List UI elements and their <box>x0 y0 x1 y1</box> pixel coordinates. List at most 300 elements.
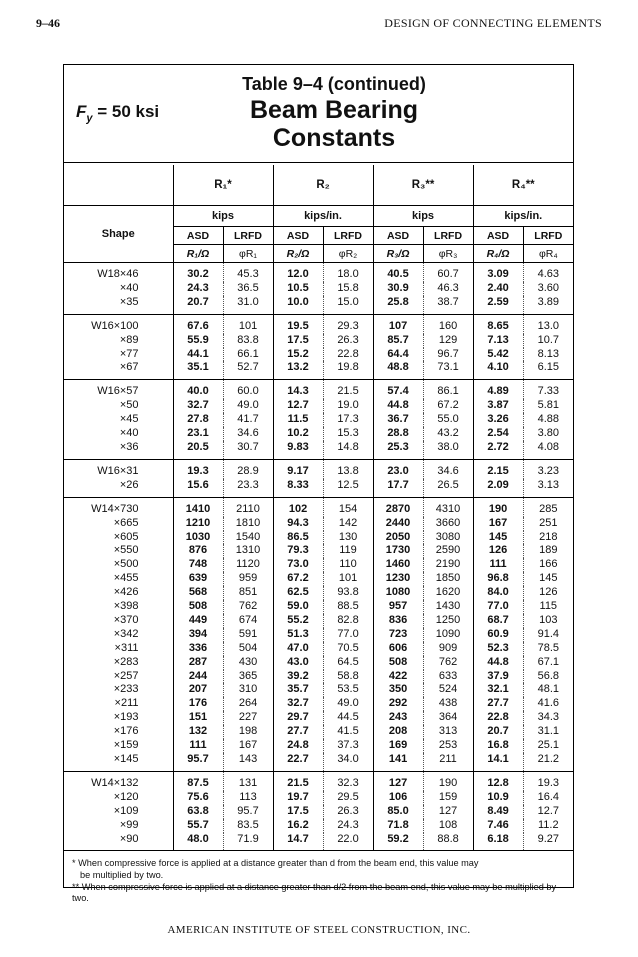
asd-value-cell: 39.2 <box>273 670 323 684</box>
shape-cell: ×35 <box>64 296 173 314</box>
lrfd-value-cell: 2590 <box>423 544 473 558</box>
unit-r2: kips/in. <box>273 206 373 227</box>
fy-value: = 50 ksi <box>92 102 160 121</box>
shape-cell: ×40 <box>119 427 139 440</box>
lrfd-value-cell: 28.9 <box>223 459 273 478</box>
asd-value-cell: 21.5 <box>273 771 323 790</box>
asd-value-cell: 243 <box>373 711 423 725</box>
method-lrfd-r4: LRFD <box>523 227 573 245</box>
lrfd-value-cell: 310 <box>223 683 273 697</box>
asd-value-cell: 57.4 <box>373 380 423 399</box>
formula-r2-lrfd: φR₂ <box>323 245 373 263</box>
asd-value-cell: 24.3 <box>173 282 223 296</box>
asd-value-cell: 1030 <box>173 531 223 545</box>
asd-value-cell: 10.2 <box>273 427 323 441</box>
shape-cell: W14×132 <box>91 776 139 789</box>
shape-cell: ×89 <box>119 333 139 346</box>
shape-cell: W18×46 <box>97 268 139 280</box>
lrfd-value-cell: 762 <box>423 656 473 670</box>
table-row <box>64 670 573 684</box>
asd-value-cell: 5.42 <box>473 348 523 362</box>
shape-cell: W16×31 <box>97 464 139 477</box>
lrfd-value-cell: 86.1 <box>423 380 473 399</box>
formula-r2-asd: R₂/Ω <box>273 245 323 263</box>
lrfd-value-cell: 251 <box>523 517 573 531</box>
asd-value-cell: 17.5 <box>273 334 323 348</box>
asd-value-cell: 85.0 <box>373 805 423 819</box>
asd-value-cell: 2.15 <box>473 459 523 478</box>
chapter-title: DESIGN OF CONNECTING ELEMENTS <box>384 16 602 30</box>
lrfd-value-cell: 127 <box>423 805 473 819</box>
lrfd-value-cell: 38.0 <box>423 441 473 459</box>
lrfd-value-cell: 24.3 <box>323 819 373 833</box>
footnote-1 <box>72 858 567 881</box>
lrfd-value-cell: 633 <box>423 670 473 684</box>
table-row <box>64 725 573 739</box>
asd-value-cell: 1080 <box>373 586 423 600</box>
asd-value-cell: 2.40 <box>473 282 523 296</box>
asd-value-cell: 44.8 <box>373 399 423 413</box>
asd-value-cell: 7.13 <box>473 334 523 348</box>
asd-value-cell: 151 <box>173 711 223 725</box>
shape-cell: ×159 <box>113 739 139 752</box>
lrfd-value-cell: 166 <box>523 558 573 572</box>
asd-value-cell: 10.5 <box>273 282 323 296</box>
asd-value-cell: 449 <box>173 614 223 628</box>
asd-value-cell: 8.65 <box>473 314 523 333</box>
shape-cell: ×283 <box>113 655 139 668</box>
table-row <box>64 683 573 697</box>
asd-value-cell: 87.5 <box>173 771 223 790</box>
lrfd-value-cell: 1540 <box>223 531 273 545</box>
asd-value-cell: 1730 <box>373 544 423 558</box>
asd-value-cell: 63.8 <box>173 805 223 819</box>
asd-value-cell: 51.3 <box>273 628 323 642</box>
shape-cell: ×120 <box>113 790 139 803</box>
asd-value-cell: 94.3 <box>273 517 323 531</box>
asd-value-cell: 22.8 <box>473 711 523 725</box>
shape-cell: ×77 <box>119 347 139 360</box>
asd-value-cell: 17.7 <box>373 479 423 497</box>
lrfd-value-cell: 77.0 <box>323 628 373 642</box>
asd-value-cell: 6.18 <box>473 833 523 851</box>
asd-value-cell: 55.2 <box>273 614 323 628</box>
method-asd-r3: ASD <box>373 227 423 245</box>
asd-value-cell: 30.9 <box>373 282 423 296</box>
table-row <box>64 282 573 296</box>
lrfd-value-cell: 130 <box>323 531 373 545</box>
header-r1: R₁* <box>173 165 273 206</box>
asd-value-cell: 639 <box>173 572 223 586</box>
asd-value-cell: 60.9 <box>473 628 523 642</box>
asd-value-cell: 167 <box>473 517 523 531</box>
asd-value-cell: 208 <box>373 725 423 739</box>
method-asd-r2: ASD <box>273 227 323 245</box>
table-row <box>64 361 573 379</box>
lrfd-value-cell: 1620 <box>423 586 473 600</box>
asd-value-cell: 68.7 <box>473 614 523 628</box>
lrfd-value-cell: 851 <box>223 586 273 600</box>
asd-value-cell: 32.7 <box>173 399 223 413</box>
asd-value-cell: 23.0 <box>373 459 423 478</box>
shape-cell: ×50 <box>119 399 139 412</box>
lrfd-value-cell: 41.6 <box>523 697 573 711</box>
table-row <box>64 263 573 282</box>
table-row <box>64 805 573 819</box>
asd-value-cell: 20.7 <box>473 725 523 739</box>
asd-value-cell: 141 <box>373 753 423 771</box>
asd-value-cell: 64.4 <box>373 348 423 362</box>
asd-value-cell: 292 <box>373 697 423 711</box>
lrfd-value-cell: 38.7 <box>423 296 473 314</box>
asd-value-cell: 16.8 <box>473 739 523 753</box>
lrfd-value-cell: 34.3 <box>523 711 573 725</box>
header-r3: R₃** <box>373 165 473 206</box>
table-title <box>219 96 449 152</box>
lrfd-value-cell: 142 <box>323 517 373 531</box>
shape-cell: ×40 <box>119 281 139 294</box>
asd-value-cell: 207 <box>173 683 223 697</box>
lrfd-value-cell: 211 <box>423 753 473 771</box>
lrfd-value-cell: 31.1 <box>523 725 573 739</box>
shape-cell: ×90 <box>64 833 173 851</box>
asd-value-cell: 127 <box>373 771 423 790</box>
beam-bearing-table <box>64 165 573 851</box>
lrfd-value-cell: 71.9 <box>223 833 273 851</box>
lrfd-value-cell: 3.13 <box>523 479 573 497</box>
asd-value-cell: 169 <box>373 739 423 753</box>
shape-cell: ×500 <box>113 558 139 571</box>
shape-cell: ×311 <box>114 641 139 654</box>
asd-value-cell: 126 <box>473 544 523 558</box>
lrfd-value-cell: 58.8 <box>323 670 373 684</box>
asd-value-cell: 14.3 <box>273 380 323 399</box>
lrfd-value-cell: 285 <box>523 497 573 516</box>
lrfd-value-cell: 10.7 <box>523 334 573 348</box>
lrfd-value-cell: 15.0 <box>323 296 373 314</box>
lrfd-value-cell: 95.7 <box>223 805 273 819</box>
lrfd-value-cell: 60.7 <box>423 263 473 282</box>
table-row <box>64 833 573 851</box>
lrfd-value-cell: 26.5 <box>423 479 473 497</box>
shape-cell: W14×730 <box>91 502 139 515</box>
asd-value-cell: 394 <box>173 628 223 642</box>
asd-value-cell: 27.8 <box>173 413 223 427</box>
lrfd-value-cell: 21.2 <box>523 753 573 771</box>
asd-value-cell: 1410 <box>173 497 223 516</box>
method-lrfd-r1: LRFD <box>223 227 273 245</box>
shape-cell: ×665 <box>113 516 139 529</box>
shape-cell: ×257 <box>113 669 139 682</box>
lrfd-value-cell: 26.3 <box>323 805 373 819</box>
asd-value-cell: 11.5 <box>273 413 323 427</box>
asd-value-cell: 25.3 <box>373 441 423 459</box>
shape-cell: ×455 <box>113 572 139 585</box>
lrfd-value-cell: 78.5 <box>523 642 573 656</box>
shape-cell: W16×100 <box>91 319 139 332</box>
table-row <box>64 558 573 572</box>
lrfd-value-cell: 1850 <box>423 572 473 586</box>
page-number: 9–46 <box>36 16 60 30</box>
lrfd-value-cell: 762 <box>223 600 273 614</box>
asd-value-cell: 12.7 <box>273 399 323 413</box>
asd-value-cell: 40.0 <box>173 380 223 399</box>
lrfd-value-cell: 159 <box>423 791 473 805</box>
asd-value-cell: 84.0 <box>473 586 523 600</box>
asd-value-cell: 876 <box>173 544 223 558</box>
lrfd-value-cell: 504 <box>223 642 273 656</box>
asd-value-cell: 95.7 <box>173 753 223 771</box>
lrfd-value-cell: 8.13 <box>523 348 573 362</box>
table-row <box>64 497 573 516</box>
asd-value-cell: 19.3 <box>173 459 223 478</box>
lrfd-value-cell: 34.6 <box>223 427 273 441</box>
asd-value-cell: 13.2 <box>273 361 323 379</box>
lrfd-value-cell: 73.1 <box>423 361 473 379</box>
lrfd-value-cell: 6.15 <box>523 361 573 379</box>
asd-value-cell: 77.0 <box>473 600 523 614</box>
lrfd-value-cell: 16.4 <box>523 791 573 805</box>
shape-cell: ×109 <box>113 804 139 817</box>
table-row <box>64 314 573 333</box>
lrfd-value-cell: 115 <box>523 600 573 614</box>
lrfd-value-cell: 131 <box>223 771 273 790</box>
lrfd-value-cell: 32.3 <box>323 771 373 790</box>
table-row <box>64 753 573 771</box>
formula-r3-lrfd: φR₃ <box>423 245 473 263</box>
lrfd-value-cell: 7.33 <box>523 380 573 399</box>
asd-value-cell: 350 <box>373 683 423 697</box>
asd-value-cell: 35.7 <box>273 683 323 697</box>
table-row <box>64 771 573 790</box>
asd-value-cell: 19.7 <box>273 791 323 805</box>
asd-value-cell: 67.6 <box>173 314 223 333</box>
asd-value-cell: 32.7 <box>273 697 323 711</box>
table-title-area <box>64 65 573 163</box>
asd-value-cell: 62.5 <box>273 586 323 600</box>
lrfd-value-cell: 1310 <box>223 544 273 558</box>
lrfd-value-cell: 3.60 <box>523 282 573 296</box>
asd-value-cell: 14.7 <box>273 833 323 851</box>
method-asd-r4: ASD <box>473 227 523 245</box>
lrfd-value-cell: 70.5 <box>323 642 373 656</box>
asd-value-cell: 287 <box>173 656 223 670</box>
lrfd-value-cell: 46.3 <box>423 282 473 296</box>
unit-r3: kips <box>373 206 473 227</box>
lrfd-value-cell: 1430 <box>423 600 473 614</box>
asd-value-cell: 55.9 <box>173 334 223 348</box>
asd-value-cell: 86.5 <box>273 531 323 545</box>
formula-r1-asd: R₁/Ω <box>173 245 223 263</box>
lrfd-value-cell: 365 <box>223 670 273 684</box>
asd-value-cell: 10.0 <box>273 296 323 314</box>
asd-value-cell: 20.7 <box>173 296 223 314</box>
lrfd-value-cell: 15.3 <box>323 427 373 441</box>
lrfd-value-cell: 49.0 <box>323 697 373 711</box>
asd-value-cell: 1230 <box>373 572 423 586</box>
asd-value-cell: 14.1 <box>473 753 523 771</box>
lrfd-value-cell: 674 <box>223 614 273 628</box>
lrfd-value-cell: 264 <box>223 697 273 711</box>
asd-value-cell: 23.1 <box>173 427 223 441</box>
lrfd-value-cell: 45.3 <box>223 263 273 282</box>
asd-value-cell: 111 <box>473 558 523 572</box>
lrfd-value-cell: 18.0 <box>323 263 373 282</box>
table-row <box>64 399 573 413</box>
lrfd-value-cell: 167 <box>223 739 273 753</box>
table-title-line-2: Constants <box>272 124 396 152</box>
asd-value-cell: 508 <box>173 600 223 614</box>
fy-subscript: y <box>86 112 93 125</box>
table-row <box>64 819 573 833</box>
lrfd-value-cell: 53.5 <box>323 683 373 697</box>
asd-value-cell: 44.1 <box>173 348 223 362</box>
asd-value-cell: 16.2 <box>273 819 323 833</box>
asd-value-cell: 36.7 <box>373 413 423 427</box>
shape-cell: ×426 <box>113 586 139 599</box>
asd-value-cell: 748 <box>173 558 223 572</box>
lrfd-value-cell: 313 <box>423 725 473 739</box>
lrfd-value-cell: 41.7 <box>223 413 273 427</box>
table-row <box>64 711 573 725</box>
asd-value-cell: 2.54 <box>473 427 523 441</box>
asd-value-cell: 48.0 <box>173 833 223 851</box>
lrfd-value-cell: 52.7 <box>223 361 273 379</box>
table-row <box>64 739 573 753</box>
lrfd-value-cell: 3.23 <box>523 459 573 478</box>
asd-value-cell: 47.0 <box>273 642 323 656</box>
asd-value-cell: 12.8 <box>473 771 523 790</box>
footnote-2: ** When compressive force is applied at a distance greater than d/2 from the beam end, this value may be multiplied by two. <box>72 882 557 903</box>
lrfd-value-cell: 88.5 <box>323 600 373 614</box>
method-asd-r1: ASD <box>173 227 223 245</box>
lrfd-value-cell: 12.7 <box>523 805 573 819</box>
lrfd-value-cell: 253 <box>423 739 473 753</box>
lrfd-value-cell: 37.3 <box>323 739 373 753</box>
lrfd-value-cell: 101 <box>323 572 373 586</box>
lrfd-value-cell: 4.63 <box>523 263 573 282</box>
shape-cell: ×36 <box>64 441 173 459</box>
header-row-units <box>64 206 573 227</box>
table-row <box>64 334 573 348</box>
shape-header: Shape <box>64 206 173 263</box>
shape-cell: ×370 <box>113 613 139 626</box>
lrfd-value-cell: 13.8 <box>323 459 373 478</box>
asd-value-cell: 568 <box>173 586 223 600</box>
asd-value-cell: 27.7 <box>473 697 523 711</box>
asd-value-cell: 4.10 <box>473 361 523 379</box>
asd-value-cell: 43.0 <box>273 656 323 670</box>
shape-cell: ×550 <box>113 544 139 557</box>
lrfd-value-cell: 17.3 <box>323 413 373 427</box>
table-row <box>64 348 573 362</box>
page-header <box>36 16 602 34</box>
lrfd-value-cell: 189 <box>523 544 573 558</box>
asd-value-cell: 35.1 <box>173 361 223 379</box>
lrfd-value-cell: 1090 <box>423 628 473 642</box>
table-number: Table 9–4 (continued) <box>242 74 426 94</box>
table-row <box>64 427 573 441</box>
fy-label <box>76 102 159 124</box>
asd-value-cell: 8.33 <box>273 479 323 497</box>
lrfd-value-cell: 438 <box>423 697 473 711</box>
asd-value-cell: 96.8 <box>473 572 523 586</box>
asd-value-cell: 132 <box>173 725 223 739</box>
table-row <box>64 479 573 497</box>
asd-value-cell: 3.09 <box>473 263 523 282</box>
asd-value-cell: 336 <box>173 642 223 656</box>
method-lrfd-r2: LRFD <box>323 227 373 245</box>
table-row <box>64 697 573 711</box>
lrfd-value-cell: 524 <box>423 683 473 697</box>
asd-value-cell: 20.5 <box>173 441 223 459</box>
lrfd-value-cell: 67.1 <box>523 656 573 670</box>
lrfd-value-cell: 430 <box>223 656 273 670</box>
shape-cell: ×176 <box>113 725 139 738</box>
asd-value-cell: 37.9 <box>473 670 523 684</box>
table-row <box>64 296 573 314</box>
shape-cell: ×145 <box>64 753 173 771</box>
table-row <box>64 586 573 600</box>
asd-value-cell: 145 <box>473 531 523 545</box>
method-lrfd-r3: LRFD <box>423 227 473 245</box>
asd-value-cell: 59.0 <box>273 600 323 614</box>
asd-value-cell: 836 <box>373 614 423 628</box>
lrfd-value-cell: 22.0 <box>323 833 373 851</box>
asd-value-cell: 9.17 <box>273 459 323 478</box>
footnote-1-line-2: be multiplied by two. <box>80 870 164 880</box>
lrfd-value-cell: 3.80 <box>523 427 573 441</box>
lrfd-value-cell: 48.1 <box>523 683 573 697</box>
asd-value-cell: 75.6 <box>173 791 223 805</box>
lrfd-value-cell: 29.3 <box>323 314 373 333</box>
asd-value-cell: 176 <box>173 697 223 711</box>
shape-cell: ×67 <box>64 361 173 379</box>
header-row-groups <box>64 165 573 206</box>
lrfd-value-cell: 2110 <box>223 497 273 516</box>
lrfd-value-cell: 56.8 <box>523 670 573 684</box>
lrfd-value-cell: 119 <box>323 544 373 558</box>
asd-value-cell: 7.46 <box>473 819 523 833</box>
lrfd-value-cell: 49.0 <box>223 399 273 413</box>
lrfd-value-cell: 88.8 <box>423 833 473 851</box>
formula-r3-asd: R₃/Ω <box>373 245 423 263</box>
lrfd-value-cell: 31.0 <box>223 296 273 314</box>
asd-value-cell: 606 <box>373 642 423 656</box>
formula-r1-lrfd: φR₁ <box>223 245 273 263</box>
asd-value-cell: 55.7 <box>173 819 223 833</box>
lrfd-value-cell: 108 <box>423 819 473 833</box>
asd-value-cell: 85.7 <box>373 334 423 348</box>
lrfd-value-cell: 60.0 <box>223 380 273 399</box>
shape-cell: ×26 <box>64 479 173 497</box>
shape-cell: ×605 <box>113 530 139 543</box>
shape-cell: W16×57 <box>97 385 139 398</box>
lrfd-value-cell: 11.2 <box>523 819 573 833</box>
lrfd-value-cell: 110 <box>323 558 373 572</box>
shape-cell: ×398 <box>113 600 139 613</box>
asd-value-cell: 24.8 <box>273 739 323 753</box>
header-r4: R₄** <box>473 165 573 206</box>
table-row <box>64 572 573 586</box>
lrfd-value-cell: 12.5 <box>323 479 373 497</box>
asd-value-cell: 15.6 <box>173 479 223 497</box>
table-row <box>64 413 573 427</box>
table-title-line-1: Beam Bearing <box>249 96 419 124</box>
lrfd-value-cell: 129 <box>423 334 473 348</box>
lrfd-value-cell: 22.8 <box>323 348 373 362</box>
lrfd-value-cell: 55.0 <box>423 413 473 427</box>
